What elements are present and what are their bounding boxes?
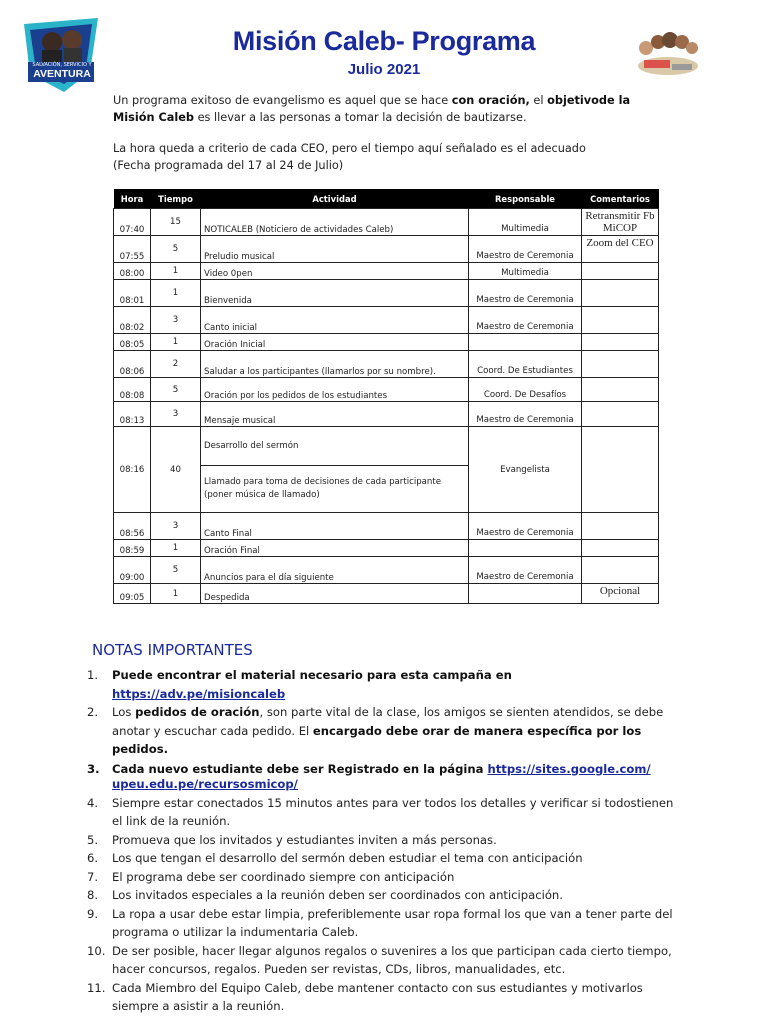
list-item: 6. Los que tengan el desarrollo del sermón deben estudiar el tema con anticipación bbox=[87, 851, 583, 865]
intro-text: es llevar a las personas a tomar la decisión de bautizarse. bbox=[193, 111, 527, 124]
cell-comentario bbox=[582, 334, 659, 351]
cell-actividad: Canto Final bbox=[201, 513, 469, 540]
list-item: 2. Los pedidos de oración, son parte vital de la clase, los amigos se sienten atendidos, se debe anotar y escuchar cada pedido. El encargado debe orar de manera específica por los pedidos. bbox=[87, 705, 664, 756]
cell-tiempo: 1 bbox=[151, 584, 201, 604]
cell-comentario: Zoom del CEO bbox=[582, 236, 659, 263]
logo-tagline: SALVACIÓN, SERVICIO Y bbox=[32, 62, 92, 68]
note-4-text: Siempre estar conectados 15 minutos antes para ver todos los detalles y verificar si todostienen el link de la reunión. bbox=[112, 795, 674, 828]
note-8-text: Los invitados especiales a la reunión deben ser coordinados con anticipación. bbox=[112, 888, 563, 902]
note-7-text: El programa debe ser coordinado siempre con anticipación bbox=[112, 869, 455, 884]
list-item: 8. Los invitados especiales a la reunión deben ser coordinados con anticipación. bbox=[87, 888, 563, 902]
col-header-tiempo: Tiempo bbox=[151, 189, 201, 209]
cell-responsable: Coord. De Desafíos bbox=[469, 378, 582, 402]
cell-responsable: Maestro de Ceremonia bbox=[469, 307, 582, 334]
cell-responsable bbox=[469, 540, 582, 557]
table-row-sermon bbox=[114, 427, 659, 466]
cell-hora: 09:00 bbox=[114, 557, 151, 584]
cell-tiempo: 1 bbox=[151, 263, 201, 280]
cell-responsable: Maestro de Ceremonia bbox=[469, 402, 582, 427]
cell-comentario bbox=[582, 351, 659, 378]
table-row bbox=[114, 209, 659, 236]
cell-tiempo: 3 bbox=[151, 402, 201, 427]
cell-comentario bbox=[582, 427, 659, 513]
cell-responsable: Multimedia bbox=[469, 209, 582, 236]
misioncaleb-link[interactable]: https://adv.pe/misioncaleb bbox=[112, 686, 286, 701]
cell-tiempo: 1 bbox=[151, 540, 201, 557]
notes-list bbox=[87, 666, 687, 1016]
cell-hora: 08:59 bbox=[114, 540, 151, 557]
cell-actividad: Oración Inicial bbox=[201, 334, 469, 351]
notes-title: NOTAS IMPORTANTES bbox=[92, 641, 253, 659]
intro-bold-objetivo: objetivode la bbox=[547, 94, 631, 107]
cell-tiempo: 15 bbox=[151, 209, 201, 236]
cell-actividad: Mensaje musical bbox=[201, 402, 469, 427]
page-title: Misión Caleb- Programa bbox=[232, 26, 536, 56]
col-header-hora: Hora bbox=[114, 189, 151, 209]
table-row bbox=[114, 334, 659, 351]
cell-responsable: Multimedia bbox=[469, 263, 582, 280]
intro-paragraph bbox=[113, 92, 653, 126]
intro-time-line: La hora queda a criterio de cada CEO, pero el tiempo aquí señalado es el adecuado bbox=[113, 142, 586, 155]
table-row bbox=[114, 378, 659, 402]
cell-responsable: Evangelista bbox=[469, 427, 582, 513]
note-11-text: Cada Miembro del Equipo Caleb, debe mantener contacto con sus estudiantes y motivarlos siempre a asistir a la reunión. bbox=[112, 980, 643, 1013]
col-header-actividad: Actividad bbox=[201, 189, 469, 209]
cell-actividad: Bienvenida bbox=[201, 280, 469, 307]
intro-date-line: (Fecha programada del 17 al 24 de Julio) bbox=[113, 159, 344, 172]
cell-tiempo: 5 bbox=[151, 557, 201, 584]
note-1-text: Puede encontrar el material necesario para esta campaña en bbox=[112, 668, 512, 682]
cell-hora: 08:00 bbox=[114, 263, 151, 280]
cell-tiempo: 5 bbox=[151, 378, 201, 402]
cell-comentario bbox=[582, 280, 659, 307]
cell-tiempo: 1 bbox=[151, 280, 201, 307]
cell-comentario bbox=[582, 402, 659, 427]
cell-tiempo: 3 bbox=[151, 513, 201, 540]
note-2-bold: pedidos de oración bbox=[135, 705, 260, 719]
intro-bold-oracion: con oración, bbox=[451, 94, 530, 107]
table-row bbox=[114, 402, 659, 427]
note-3-text: Cada nuevo estudiante debe ser Registrado en la página bbox=[112, 761, 488, 776]
cell-actividad: Desarrollo del sermón bbox=[201, 427, 469, 466]
table-header-row bbox=[114, 189, 659, 209]
list-item: 5. Promueva que los invitados y estudiantes inviten a más personas. bbox=[87, 832, 497, 847]
cell-hora: 09:05 bbox=[114, 584, 151, 604]
cell-hora: 08:02 bbox=[114, 307, 151, 334]
list-item: 9. La ropa a usar debe estar limpia, preferiblemente usar ropa formal los que van a tener parte del programa o utilizar la indumentaria Caleb. bbox=[87, 906, 673, 939]
cell-actividad: Oración Final bbox=[201, 540, 469, 557]
cell-hora: 07:55 bbox=[114, 236, 151, 263]
table-row bbox=[114, 280, 659, 307]
cell-responsable: Maestro de Ceremonia bbox=[469, 513, 582, 540]
table-row bbox=[114, 584, 659, 604]
cell-actividad: Despedida bbox=[201, 584, 469, 604]
cell-comentario: Retransmitir Fb MiCOP bbox=[582, 209, 659, 236]
col-header-responsable: Responsable bbox=[469, 189, 582, 209]
cell-comentario bbox=[582, 378, 659, 402]
list-item: 4. Siempre estar conectados 15 minutos antes para ver todos los detalles y verificar si todostienen el link de la reunión. bbox=[87, 795, 674, 828]
list-item: 11. Cada Miembro del Equipo Caleb, debe mantener contacto con sus estudiantes y motivarlos siempre a asistir a la reunión. bbox=[87, 980, 643, 1013]
cell-comentario: Opcional bbox=[582, 584, 659, 604]
list-item: 10. De ser posible, hacer llegar algunos regalos o suvenires a los que participan cada cierto tiempo, hacer concursos, regalos. Pueden ser revistas, CDs, libros, manualidades, etc. bbox=[87, 943, 672, 976]
cell-tiempo: 5 bbox=[151, 236, 201, 263]
cell-actividad: Oración por los pedidos de los estudiantes bbox=[201, 378, 469, 402]
table-row bbox=[114, 307, 659, 334]
cell-comentario bbox=[582, 557, 659, 584]
intro-text: Un programa exitoso de evangelismo es aquel que se hace bbox=[113, 94, 452, 107]
intro-text: el bbox=[529, 94, 548, 107]
cell-comentario bbox=[582, 513, 659, 540]
page-subtitle: Julio 2021 bbox=[347, 61, 421, 78]
logo-aventura: AVENTURA bbox=[33, 68, 91, 80]
table-row bbox=[114, 513, 659, 540]
list-item: 7. El programa debe ser coordinado siempre con anticipación bbox=[87, 869, 455, 884]
cell-tiempo: 40 bbox=[151, 427, 201, 513]
cell-hora: 08:16 bbox=[114, 427, 151, 513]
cell-hora: 08:56 bbox=[114, 513, 151, 540]
col-header-comentarios: Comentarios bbox=[582, 189, 659, 209]
cell-responsable bbox=[469, 584, 582, 604]
cell-tiempo: 2 bbox=[151, 351, 201, 378]
schedule-table bbox=[113, 189, 659, 604]
note-9-text: La ropa a usar debe estar limpia, preferiblemente usar ropa formal los que van a tener parte del programa o utilizar la indumentaria Caleb. bbox=[112, 906, 673, 939]
cell-hora: 08:01 bbox=[114, 280, 151, 307]
cell-responsable bbox=[469, 334, 582, 351]
cell-responsable: Coord. De Estudiantes bbox=[469, 351, 582, 378]
cell-actividad: Canto inicial bbox=[201, 307, 469, 334]
note-6-text: Los que tengan el desarrollo del sermón deben estudiar el tema con anticipación bbox=[112, 851, 583, 865]
note-2-text: , son parte vital de la clase, los amigos se sienten atendidos, se debe anotar y escuchar cada pedido. El bbox=[112, 705, 664, 738]
note-10-text: De ser posible, hacer llegar algunos regalos o suvenires a los que participan cada cierto tiempo, hacer concursos, regalos. Pueden ser revistas, CDs, libros, manualidades, etc. bbox=[112, 943, 672, 976]
list-item: 1. Puede encontrar el material necesario para esta campaña en https://adv.pe/misioncaleb bbox=[87, 668, 512, 701]
cell-hora: 07:40 bbox=[114, 209, 151, 236]
intro-bold-mision: Misión Caleb bbox=[113, 111, 194, 124]
cell-comentario bbox=[582, 540, 659, 557]
note-2-text: Los bbox=[112, 705, 136, 719]
cell-hora: 08:06 bbox=[114, 351, 151, 378]
cell-responsable: Maestro de Ceremonia bbox=[469, 236, 582, 263]
cell-actividad: Anuncios para el día siguiente bbox=[201, 557, 469, 584]
list-item: 3. Cada nuevo estudiante debe ser Registrado en la página https://sites.google.com/ upeu.edu.pe/recursosmicop/ bbox=[87, 761, 651, 791]
cell-hora: 08:13 bbox=[114, 402, 151, 427]
recursosmicop-link[interactable]: https://sites.google.com/ upeu.edu.pe/recursosmicop/ bbox=[112, 761, 651, 791]
cell-hora: 08:08 bbox=[114, 378, 151, 402]
cell-responsable: Maestro de Ceremonia bbox=[469, 280, 582, 307]
cell-actividad: Video 0pen bbox=[201, 263, 469, 280]
cell-comentario bbox=[582, 263, 659, 280]
note-2-bold-end: encargado debe orar de manera específica por los pedidos. bbox=[112, 723, 642, 756]
table-row bbox=[114, 236, 659, 263]
table-row bbox=[114, 351, 659, 378]
table-row bbox=[114, 263, 659, 280]
cell-hora: 08:05 bbox=[114, 334, 151, 351]
cell-actividad: Llamado para toma de decisiones de cada participante (poner música de llamado) bbox=[201, 466, 469, 513]
table-row bbox=[114, 540, 659, 557]
cell-responsable: Maestro de Ceremonia bbox=[469, 557, 582, 584]
cell-actividad: Saludar a los participantes (llamarlos por su nombre). bbox=[201, 351, 469, 378]
table-row bbox=[114, 557, 659, 584]
intro-time-note bbox=[113, 140, 653, 174]
note-5-text: Promueva que los invitados y estudiantes inviten a más personas. bbox=[112, 832, 497, 847]
cell-actividad: NOTICALEB (Noticiero de actividades Caleb) bbox=[201, 209, 469, 236]
cell-actividad: Preludio musical bbox=[201, 236, 469, 263]
cell-comentario bbox=[582, 307, 659, 334]
cell-tiempo: 1 bbox=[151, 334, 201, 351]
cell-tiempo: 3 bbox=[151, 307, 201, 334]
